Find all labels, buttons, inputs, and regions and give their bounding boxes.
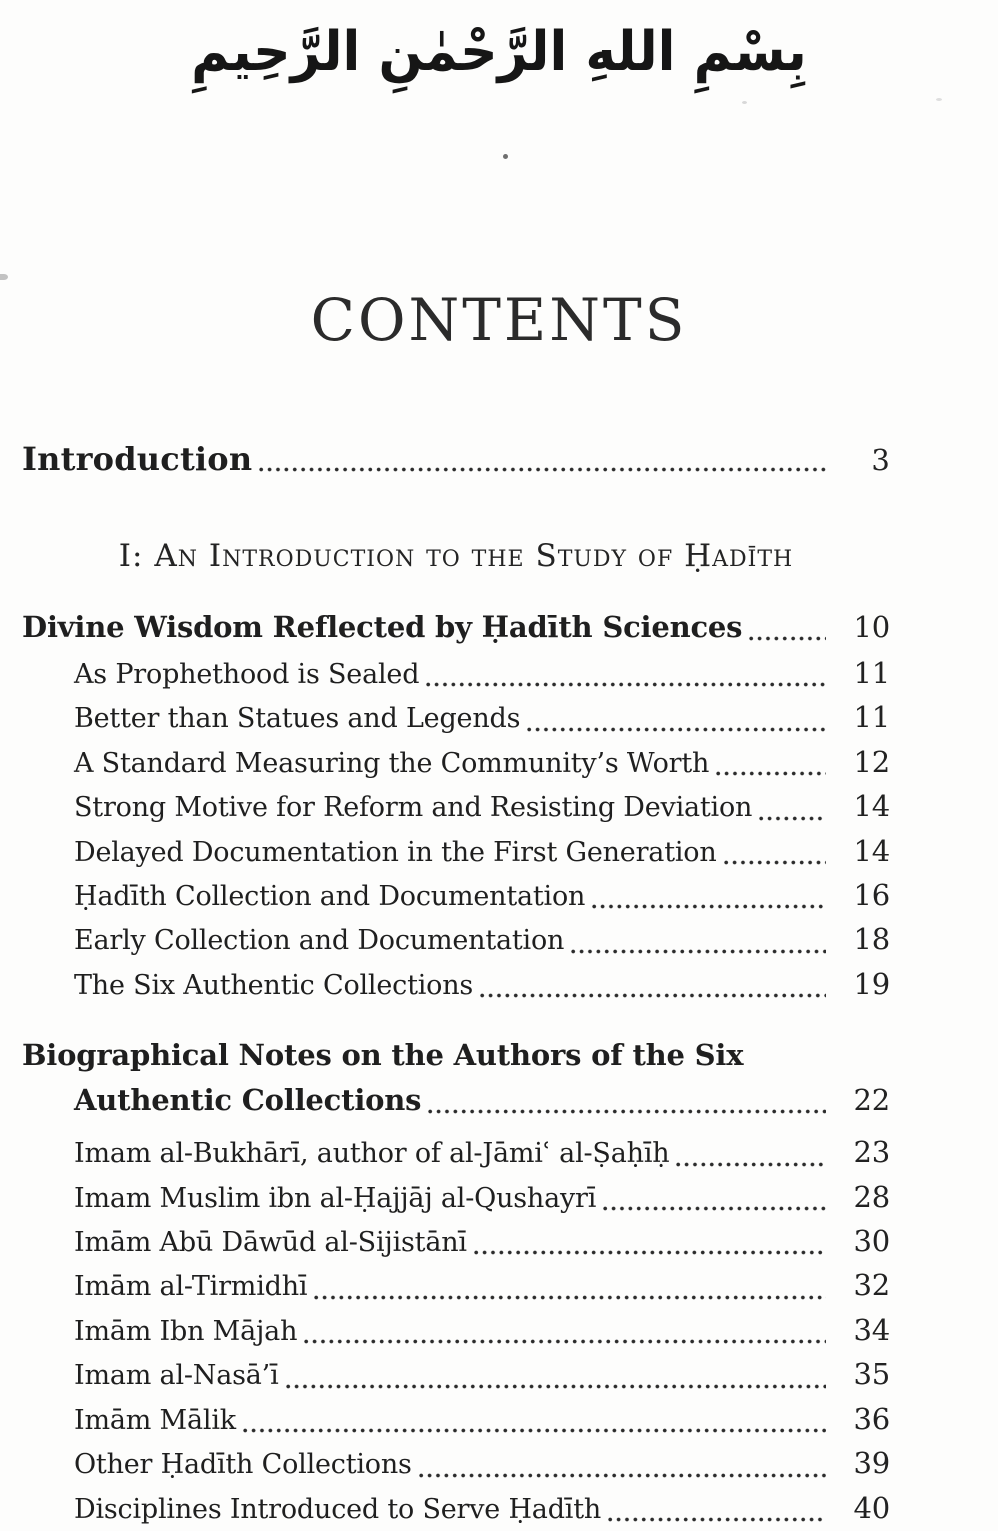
toc-entry	[22, 1220, 890, 1264]
dot-leader	[419, 1473, 826, 1478]
toc-section-items	[22, 652, 890, 1007]
toc-entry	[22, 1264, 890, 1308]
toc-entry	[22, 1353, 890, 1397]
dot-leader	[304, 1339, 826, 1344]
toc-entry	[22, 1131, 890, 1175]
toc-section	[22, 1033, 890, 1531]
entry-label: Better than Statues and Legends	[74, 703, 521, 735]
entry-label: Disciplines Introduced to Serve Ḥadīth	[74, 1493, 602, 1525]
dot-leader	[603, 1206, 826, 1211]
dot-leader	[527, 727, 826, 732]
entry-label: Early Collection and Documentation	[74, 925, 565, 957]
page-number: 30	[853, 1224, 890, 1259]
toc-chapter-heading	[22, 1078, 890, 1123]
entry-label: Ḥadīth Collection and Documentation	[74, 881, 586, 913]
dot-leader	[716, 771, 826, 776]
dot-leader	[759, 816, 826, 821]
entry-label: Other Ḥadīth Collections	[74, 1449, 412, 1481]
page-number: 34	[853, 1312, 890, 1347]
page-number: 14	[853, 789, 890, 824]
toc-entry	[22, 1442, 890, 1486]
entry-label: A Standard Measuring the Community’s Worth	[74, 747, 710, 779]
entry-label: Delayed Documentation in the First Generation	[74, 836, 717, 868]
toc-entry	[22, 963, 890, 1007]
entry-label: The Six Authentic Collections	[74, 969, 474, 1001]
page-number: 35	[853, 1357, 890, 1392]
entry-label: Imām Abū Dāwūd al-Sijistānī	[74, 1227, 467, 1259]
entry-label: Imām al-Tirmidhī	[74, 1271, 308, 1303]
dot-leader	[286, 1384, 827, 1389]
toc-entry	[22, 741, 890, 785]
page-number: 36	[853, 1401, 890, 1436]
page-number: 18	[853, 922, 890, 957]
page-number: 39	[853, 1446, 890, 1481]
toc-entry-introduction	[22, 438, 890, 481]
dot-leader	[749, 636, 826, 641]
page-title: CONTENTS	[310, 286, 688, 354]
toc-section-items	[22, 1131, 890, 1531]
chapter-label: Biographical Notes on the Authors of the Six	[22, 1038, 744, 1073]
entry-label: Imam Muslim ibn al-Ḥajjāj al-Qushayrī	[74, 1182, 597, 1214]
entry-label: Imam al-Nasā’ī	[74, 1360, 279, 1392]
toc-entry	[22, 874, 890, 918]
dot-leader	[571, 949, 826, 954]
page-number: 3	[871, 443, 890, 477]
page-number: 11	[853, 700, 890, 735]
entry-label: As Prophethood is Sealed	[74, 659, 420, 690]
entry-label: Imām Mālik	[74, 1404, 236, 1436]
page-number: 16	[853, 878, 890, 913]
toc-entry	[22, 696, 890, 740]
part-heading: I: An Introduction to the Study of Ḥadīth	[118, 538, 794, 574]
page-number: 40	[853, 1490, 890, 1525]
toc-entry	[22, 652, 890, 696]
page-number: 28	[853, 1179, 890, 1214]
page-number: 14	[853, 833, 890, 868]
toc-entry	[22, 918, 890, 962]
page-number: 12	[853, 744, 890, 779]
bismillah-calligraphy: بِسْمِ اللهِ الرَّحْمٰنِ الرَّحِيمِ	[191, 20, 807, 84]
dot-leader	[428, 1109, 826, 1114]
page-number: 11	[853, 656, 890, 690]
dot-leader	[259, 467, 826, 472]
toc-chapter-heading	[22, 605, 890, 650]
dot-leader	[676, 1162, 826, 1167]
dot-leader	[474, 1250, 826, 1255]
dot-leader	[592, 904, 826, 909]
chapter-label: Divine Wisdom Reflected by Ḥadīth Sciences	[22, 610, 743, 644]
toc-entry	[22, 1398, 890, 1442]
scan-artifact-smudge	[0, 274, 8, 280]
entry-label: Imam al-Bukhārī, author of al-Jāmiʿ al-Ṣaḥīḥ	[74, 1138, 670, 1170]
scan-artifact-speck	[742, 101, 747, 104]
toc-entry	[22, 1487, 890, 1531]
dot-leader	[314, 1295, 826, 1300]
chapter-label: Authentic Collections	[74, 1083, 422, 1118]
dot-leader	[426, 682, 826, 687]
dot-leader	[480, 993, 826, 998]
dot-leader	[608, 1517, 826, 1522]
toc-entry	[22, 1309, 890, 1353]
page-number: 23	[853, 1135, 890, 1170]
page-number: 32	[853, 1268, 890, 1303]
table-of-contents	[22, 438, 890, 1531]
page-number: 19	[853, 966, 890, 1001]
toc-sections	[22, 605, 890, 1531]
toc-entry	[22, 785, 890, 829]
entry-label: Strong Motive for Reform and Resisting Deviation	[74, 792, 753, 824]
toc-entry	[22, 1176, 890, 1220]
page-number: 22	[853, 1083, 890, 1118]
entry-label: Introduction	[22, 440, 253, 478]
toc-section	[22, 605, 890, 1007]
scan-artifact-speck	[936, 98, 942, 101]
toc-entry	[22, 830, 890, 874]
scan-artifact-dot	[503, 154, 508, 159]
dot-leader	[243, 1428, 826, 1433]
toc-chapter-heading	[22, 1033, 890, 1078]
page-number: 10	[853, 610, 890, 644]
dot-leader	[724, 860, 826, 865]
entry-label: Imām Ibn Mājah	[74, 1315, 298, 1347]
